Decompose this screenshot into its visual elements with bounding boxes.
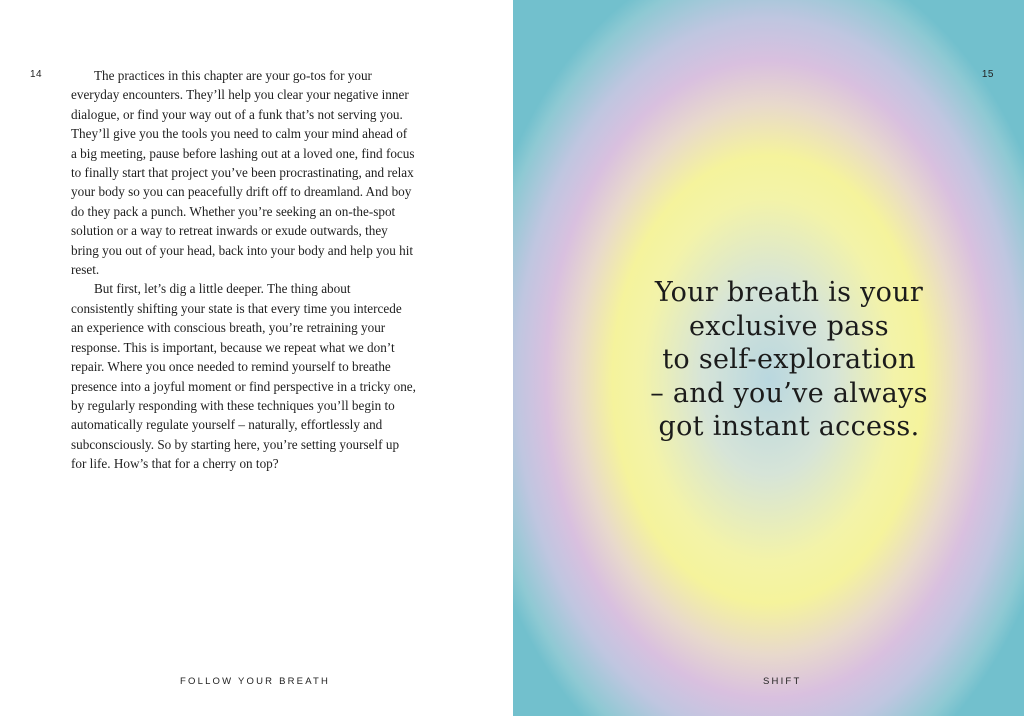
page-number-right: 15 [981, 69, 994, 80]
quote-line: exclusive pass [689, 310, 889, 342]
pull-quote [633, 276, 945, 444]
running-footer-left: FOLLOW YOUR BREATH [180, 676, 331, 687]
paragraph: But first, let’s dig a little deeper. The thing about consistently shifting your state is that every time you intercede an experience with conscious breath, you’re retraining your response. This is important, because we repeat what we don’t repair. Where you once needed to remind yourself to breathe presence into a joyful moment or find perspective in a tricky one, by regularly responding with these techniques you’ll begin to automatically regulate yourself – naturally, effortlessly and subconsciously. So by starting here, you’re setting yourself up for life. How’s that for a cherry on top? [71, 281, 416, 472]
quote-line: – and you’ve always [650, 377, 928, 409]
right-page [513, 0, 1024, 716]
paragraph: The practices in this chapter are your go-tos for your everyday encounters. They’ll help you clear your negative inner dialogue, or find your way out of a funk that’s not serving you. They’ll give you the tools you need to calm your mind ahead of a big meeting, pause before lashing out at a loved one, find focus to finally start that project you’ve been procrastinating, and relax your body so you can peacefully drift off to dreamland. And boy do they pack a punch. Whether you’re seeking an on-the-spot solution or a way to retreat inwards or exude outwards, they bring you out of your head, back into your body and help you hit reset. [71, 68, 415, 278]
page-number-left: 14 [30, 69, 43, 80]
body-text [71, 66, 416, 474]
quote-line: got instant access. [658, 411, 920, 442]
quote-line: to self-exploration [662, 344, 916, 375]
quote-line: Your breath is your [654, 277, 924, 308]
running-footer-right: SHIFT [763, 676, 802, 687]
